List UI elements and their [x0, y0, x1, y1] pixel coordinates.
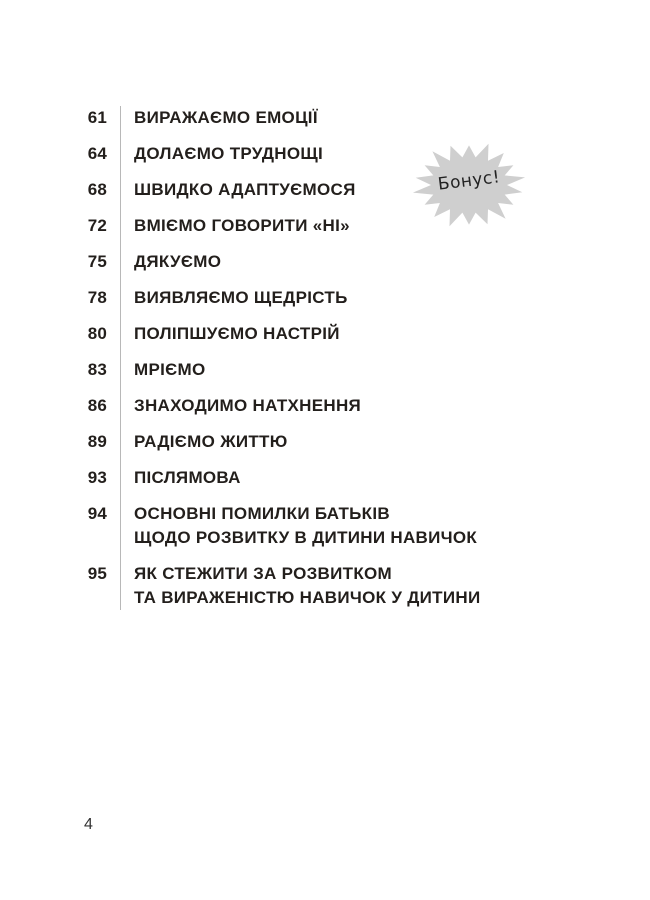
toc-page-number: 95: [87, 564, 107, 583]
toc-page-number: 78: [87, 288, 107, 307]
toc-page-number: 64: [87, 144, 107, 163]
toc-page-number: 93: [87, 468, 107, 487]
toc-page-number: 72: [87, 216, 107, 235]
toc-entry-title: МРІЄМО: [120, 352, 520, 388]
toc-page-number: 80: [87, 324, 107, 343]
toc-entry-title: ОСНОВНІ ПОМИЛКИ БАТЬКІВ ЩОДО РОЗВИТКУ В ДИТИНИ НАВИЧОК: [120, 496, 520, 556]
toc-entry-title: ВМІЄМО ГОВОРИТИ «НІ»: [120, 208, 520, 244]
toc-entry-title: РАДІЄМО ЖИТТЮ: [120, 424, 520, 460]
toc-entry-title: ЯК СТЕЖИТИ ЗА РОЗВИТКОМ ТА ВИРАЖЕНІСТЮ НАВИЧОК У ДИТИНИ: [120, 556, 520, 610]
toc-entry-title: ШВИДКО АДАПТУЄМОСЯ: [120, 172, 520, 208]
bonus-label: Бонус!: [436, 167, 502, 195]
bonus-starburst: [411, 140, 527, 230]
toc-page-number: 75: [87, 252, 107, 271]
toc-page-number: 89: [87, 432, 107, 451]
toc-page-number: 86: [87, 396, 107, 415]
toc-page-number: 61: [87, 108, 107, 127]
toc-entry-title: ВИРАЖАЄМО ЕМОЦІЇ: [120, 106, 520, 136]
toc-entry-title: ПОЛІПШУЄМО НАСТРІЙ: [120, 316, 520, 352]
toc-page-number: 94: [87, 504, 107, 523]
page-number: 4: [84, 816, 93, 833]
toc-entry-title: ВИЯВЛЯЄМО ЩЕДРІСТЬ: [120, 280, 520, 316]
toc-entry-title: ДОЛАЄМО ТРУДНОЩІ: [120, 136, 520, 172]
toc-entry-title: ПІСЛЯМОВА: [120, 460, 520, 496]
toc-page-number: 68: [87, 180, 107, 199]
toc-page-number: 83: [87, 360, 107, 379]
toc-entry-title: ДЯКУЄМО: [120, 244, 520, 280]
toc-entry-title: ЗНАХОДИМО НАТХНЕННЯ: [120, 388, 520, 424]
